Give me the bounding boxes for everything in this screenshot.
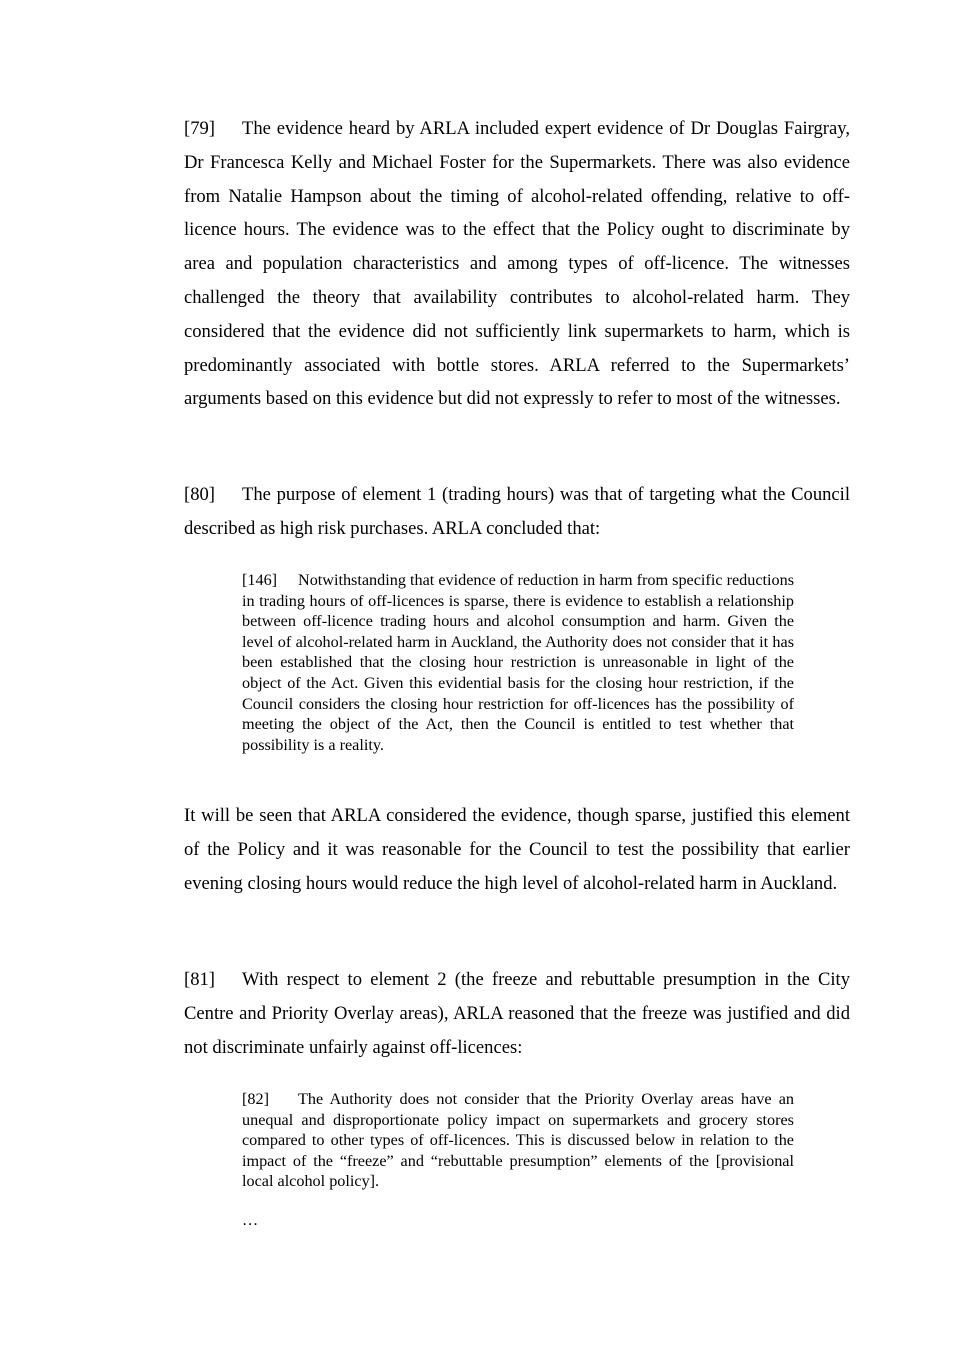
paragraph-text: It will be seen that ARLA considered the evidence, though sparse, justified this element of the Policy and it was reasonable for the Council to test the possibility that earlier evening closing hours would reduce the high level of alcohol-related harm in Auckland. [184,805,850,894]
paragraph-continuation [184,799,850,900]
quote-text: The Authority does not consider that the Priority Overlay areas have an unequal and disproportionate policy impact on supermarkets and grocery stores compared to other types of off-licences. This is discussed below in relation to the impact of the “freeze” and “rebuttable presumption” elements of the [provisional local alcohol policy]. [242,1090,794,1191]
quote-number: [146] [242,571,278,589]
quote-ellipsis: … [242,1211,259,1229]
quote-text: Notwithstanding that evidence of reduction in harm from specific reductions in trading hours of off-licences is sparse, there is evidence to establish a relationship between off-licence trading hours and alcohol consumption and harm. Given the level of alcohol-related harm in Auckland, the Authority does not consider that it has been established that the closing hour restriction is unreasonable in light of the object of the Act. Given this evidential basis for the closing hour restriction, if the Council considers the closing hour restriction for off-licences has the possibility of meeting the object of the Act, then the Council is entitled to test whether that possibility is a reality. [242,571,794,754]
paragraph-number: [79] [184,118,215,139]
paragraph-text: The purpose of element 1 (trading hours) was that of targeting what the Council described as high risk purchases. ARLA concluded that: [184,484,850,539]
paragraph-text: With respect to element 2 (the freeze and rebuttable presumption in the City Centre and Priority Overlay areas), ARLA reasoned that the freeze was justified and did not discriminate unfairly against off-licences: [184,969,850,1058]
block-quote-146 [242,570,794,755]
paragraph-number: [80] [184,484,215,505]
paragraph-79 [184,112,850,416]
paragraph-text: The evidence heard by ARLA included expert evidence of Dr Douglas Fairgray, Dr Francesca Kelly and Michael Foster for the Supermarkets. There was also evidence from Natalie Hampson about the timing of alcohol-related offending, relative to off-licence hours. The evidence was to the effect that the Policy ought to discriminate by area and population characteristics and among types of off-licence. The witnesses challenged the theory that availability contributes to alcohol-related harm. They considered that the evidence did not sufficiently link supermarkets to harm, which is predominantly associated with bottle stores. ARLA referred to the Supermarkets’ arguments based on this evidence but did not expressly to refer to most of the witnesses. [184,118,850,410]
quote-number: [82] [242,1090,269,1108]
block-quote-82 [242,1089,794,1192]
paragraph-number: [81] [184,969,215,990]
paragraph-81 [184,963,850,1064]
paragraph-80 [184,478,850,546]
